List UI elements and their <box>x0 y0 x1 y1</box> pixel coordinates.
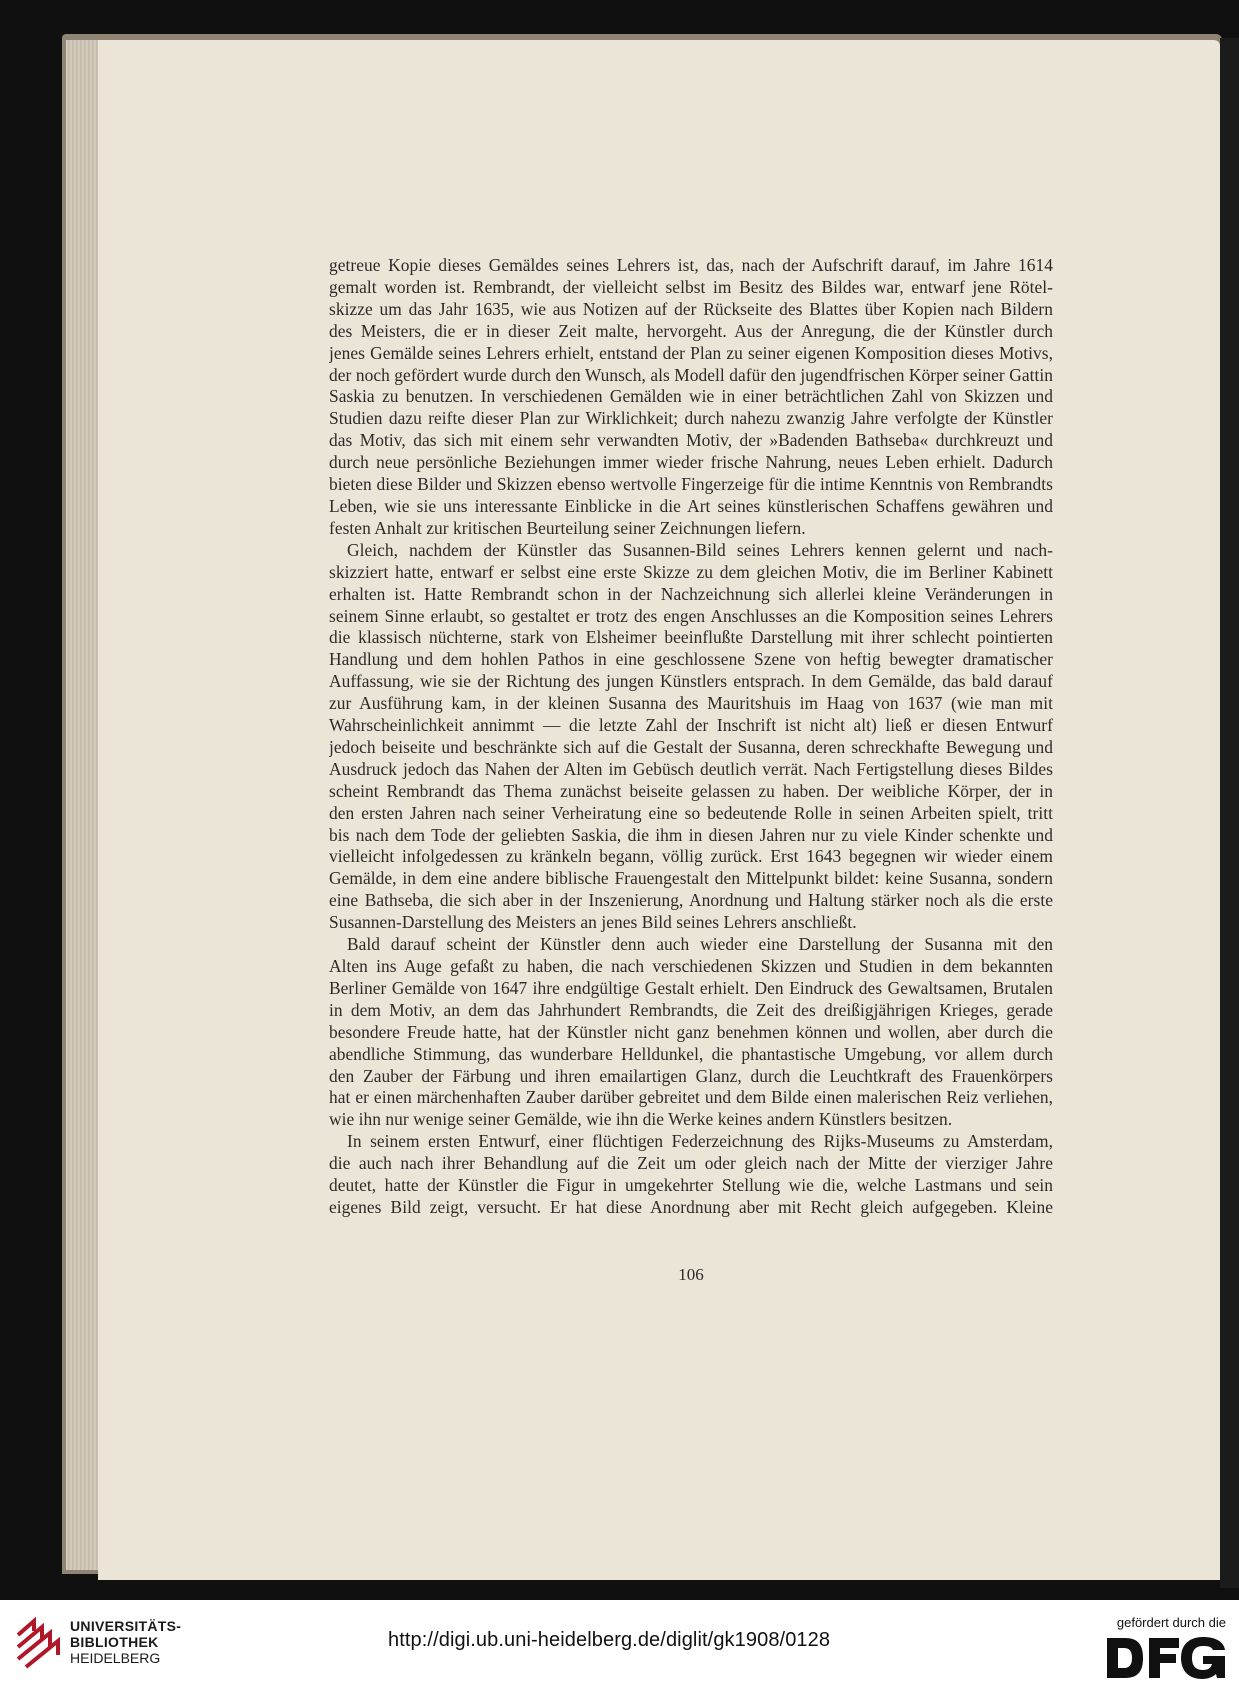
text-line: in dem Motiv, an dem das Jahrhundert Rembrandts, die Zeit des dreißigjährigen Krieges, gerade <box>329 999 1053 1020</box>
text-line: Leben, wie sie uns interessante Einblicke in die Art seines künstlerischen Schaffens gewähren und <box>329 495 1053 516</box>
text-line: eine Bathseba, die sich aber in der Inszenierung, Anordnung und Haltung stärker noch als die erste <box>329 890 1053 911</box>
text-line: zur Ausführung kam, in der kleinen Susanna des Mauritshuis im Haag von 1637 (wie man mit <box>329 693 1053 714</box>
text-line: skizziert hatte, entwarf er selbst eine erste Skizze zu dem gleichen Motiv, die im Berliner Kabinett <box>329 561 1053 582</box>
permalink-url[interactable]: http://digi.ub.uni-heidelberg.de/diglit/gk1908/0128 <box>388 1629 831 1651</box>
text-line: vielleicht infolgedessen zu kränkeln begann, völlig zurück. Erst 1643 begegnen wir wieder einem <box>329 846 1053 867</box>
text-line: der noch gefördert wurde durch den Wunsch, als Modell dafür den jugendfrischen Körper seiner Gattin <box>329 364 1053 385</box>
text-line: die klassisch nüchterne, stark von Elsheimer beeinflußte Darstellung mit ihrer schlecht pointierten <box>329 627 1053 648</box>
text-line: gemalt worden ist. Rembrandt, der vielleicht selbst im Besitz des Bildes war, entwarf jene Rötel- <box>329 276 1053 297</box>
text-line: Gleich, nachdem der Künstler das Susannen-Bild seines Lehrers kennen gelernt und nach- <box>347 539 1053 560</box>
text-line: wie ihn nur wenige seiner Gemälde, wie ihn die Werke keines andern Künstlers besitzen. <box>329 1109 953 1130</box>
text-line: bieten diese Bilder und Skizzen ebenso wertvolle Fingerzeige für die intime Kenntnis von Rembrandts <box>329 474 1053 495</box>
library-name <box>70 1618 181 1666</box>
text-line: Auffassung, wie sie der Richtung des jungen Künstlers entsprach. In dem Gemälde, das bald darauf <box>329 671 1053 692</box>
text-line: Ausdruck jedoch das Nahen der Alten im Gebüsch deutlich verrät. Nach Fertigstellung dieses Bildes <box>329 758 1053 779</box>
text-line: jenes Gemälde seines Lehrers erhielt, entstand der Plan zu seiner eigenen Komposition dieses Motivs, <box>329 342 1053 363</box>
university-library-logo-icon <box>12 1617 62 1671</box>
text-line: Susannen-Darstellung des Meisters an jenes Bild seines Lehrers anschließt. <box>329 912 857 933</box>
text-line: getreue Kopie dieses Gemäldes seines Lehrers ist, das, nach der Aufschrift darauf, im Jahre 1614 <box>329 255 1053 275</box>
text-line: skizze um das Jahr 1635, wie aus Notizen auf der Rückseite des Blattes über Kopien nach Bildern <box>329 298 1053 319</box>
library-name-line-2: BIBLIOTHEK <box>70 1634 159 1650</box>
text-line: seinem Sinne erlaubt, so gestaltet er trotz des engen Anschlusses an die Komposition seines Lehrers <box>329 605 1053 626</box>
text-line: abendliche Stimmung, das wunderbare Helldunkel, die phantastische Umgebung, vor allem durch <box>329 1043 1053 1064</box>
text-line: den ersten Jahren nach seiner Verheiratung eine so bedeutende Rolle in seinen Arbeiten spielt, tritt <box>329 802 1053 823</box>
page-number: 106 <box>678 1265 704 1284</box>
text-line: besondere Freude hatte, hat der Künstler nicht ganz benehmen können und wollen, aber durch die <box>329 1021 1053 1042</box>
body-text <box>329 255 1053 1219</box>
text-line: festen Anhalt zur kritischen Beurteilung seiner Zeichnungen liefern. <box>329 517 806 538</box>
text-line: deutet, hatte der Künstler die Figur in umgekehrter Stellung wie die, welche Lastmans und sein <box>329 1175 1053 1196</box>
text-line: Bald darauf scheint der Künstler denn auch wieder eine Darstellung der Susanna mit den <box>347 934 1053 955</box>
text-line: Berliner Gemälde von 1647 ihre endgültige Gestalt erhielt. Den Eindruck des Gewaltsamen, Brutalen <box>329 977 1053 998</box>
footer-bar <box>0 1600 1239 1690</box>
text-line: Alten ins Auge gefaßt zu haben, die nach verschiedenen Skizzen und Studien in dem bekannten <box>329 956 1053 976</box>
right-margin-shadow <box>1220 38 1239 1588</box>
text-line: hat er einen märchenhaften Zauber darüber gebreitet und dem Bilde einen malerischen Reiz verliehen, <box>329 1087 1053 1108</box>
text-line: eigenes Bild zeigt, versucht. Er hat diese Anordnung aber mit Recht gleich aufgegeben. Kleine <box>329 1196 1053 1217</box>
dfg-logo-icon <box>1105 1636 1227 1680</box>
text-line: erhalten ist. Hatte Rembrandt schon in der Nachzeichnung sich allerlei kleine Veränderungen in <box>329 583 1053 604</box>
text-line: des Meisters, die er in dieser Zeit malte, hervorgeht. Aus der Anregung, die der Künstler durch <box>329 320 1053 341</box>
text-line: Studien dazu reifte dieser Plan zur Wirklichkeit; durch nahezu zwanzig Jahre verfolgte der Künstler <box>329 408 1053 429</box>
page-edges <box>66 40 100 1570</box>
library-name-line-3: HEIDELBERG <box>70 1650 161 1666</box>
text-line: bis nach dem Tode der geliebten Saskia, die ihm in diesen Jahren nur zu viele Kinder schenkte und <box>329 824 1053 845</box>
text-line: scheint Rembrandt das Thema zunächst beiseite gelassen zu haben. Der weibliche Körper, der in <box>329 780 1053 801</box>
text-line: jedoch beiseite und beschränkte sich auf die Gestalt der Susanna, deren schreckhafte Bewegung und <box>329 736 1053 757</box>
text-line: Gemälde, in dem eine andere biblische Frauengestalt den Mittelpunkt bildet: keine Susanna, sondern <box>329 868 1053 889</box>
text-line: den Zauber der Färbung und ihren emailartigen Glanz, durch die Leuchtkraft des Frauenkörpers <box>329 1065 1053 1086</box>
text-line: Handlung und dem hohlen Pathos in eine geschlossene Szene von heftig bewegter dramatischer <box>329 649 1053 670</box>
text-line: In seinem ersten Entwurf, einer flüchtigen Federzeichnung des Rijks-Museums zu Amsterdam, <box>347 1131 1053 1152</box>
text-line: Wahrscheinlichkeit annimmt — die letzte Zahl der Inschrift ist nicht alt) ließ er diesen Entwurf <box>329 715 1053 736</box>
text-line: Saskia zu benutzen. In verschiedenen Gemälden wie in einer beträchtlichen Zahl von Skizzen und <box>329 386 1053 407</box>
funded-by-label: gefördert durch die <box>1116 1615 1226 1630</box>
text-line: das Motiv, das sich mit einem sehr verwandten Motiv, der »Badenden Bathseba« durchkreuzt und <box>329 430 1053 451</box>
text-line: durch neue persönliche Beziehungen immer wieder frische Nahrung, neues Leben erhielt. Dadurch <box>329 452 1053 473</box>
text-line: die auch nach ihrer Behandlung auf die Zeit um oder gleich nach der Mitte der vierziger Jahre <box>329 1153 1053 1174</box>
library-name-line-1: UNIVERSITÄTS- <box>70 1618 182 1634</box>
